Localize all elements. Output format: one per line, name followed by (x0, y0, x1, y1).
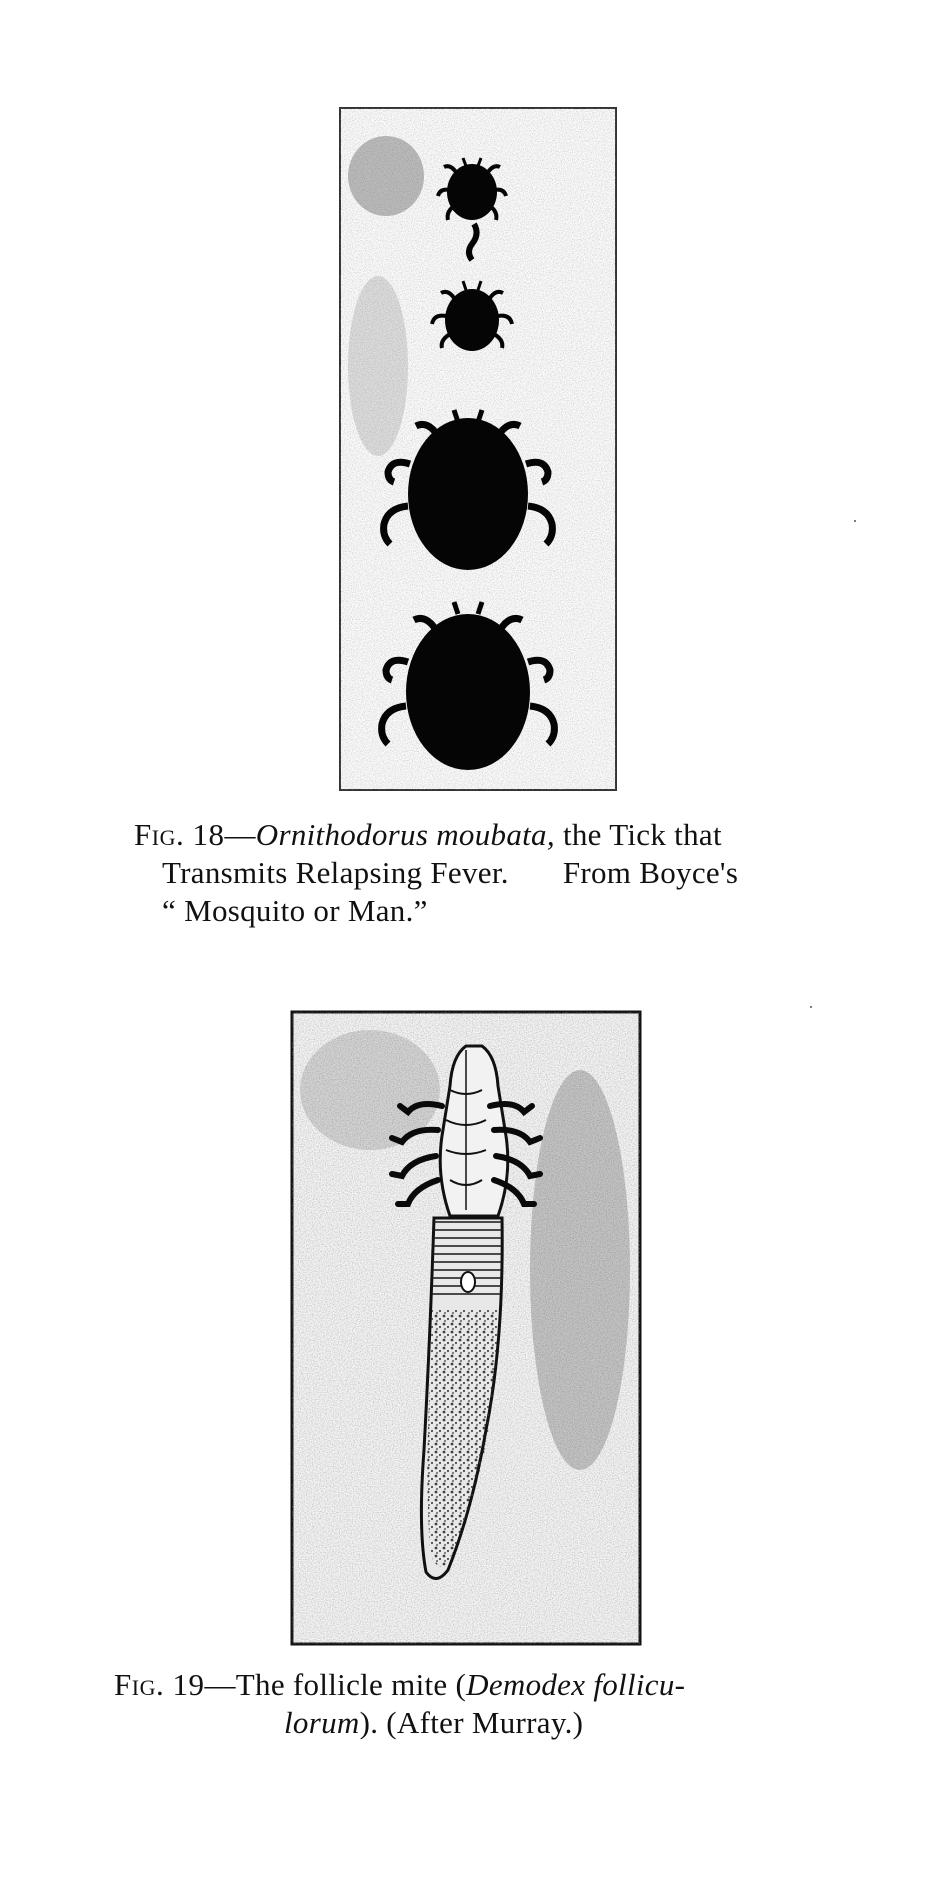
figure-19-caption-line2-rest: ). (After Murray.) (359, 1705, 584, 1740)
figure-19-species-part2: lorum (284, 1705, 360, 1740)
figure-18-caption-line3: “ Mosquito or Man.” (162, 893, 428, 928)
figure-19-species-part1: Demodex follicu- (466, 1667, 686, 1702)
figure-18-caption (134, 816, 834, 930)
stray-mark (854, 520, 856, 522)
figure-18-caption-line2-b: From Boyce's (562, 855, 739, 890)
tick-small-2 (432, 281, 512, 351)
figure-18-caption-line1-rest: the Tick that (562, 817, 722, 852)
figure-19-label: Fig. 19 (114, 1667, 205, 1702)
tick-small-1 (438, 158, 506, 220)
figure-18-caption-line2-a: Transmits Relapsing Fever. (162, 855, 509, 890)
figure-18-dash: — (224, 817, 256, 852)
figure-18-image (338, 106, 618, 792)
figure-19-image (290, 1010, 642, 1646)
stray-mark (810, 1006, 812, 1008)
figure-19-dash: — (204, 1667, 236, 1702)
figure-19-caption (114, 1666, 844, 1742)
figure-18-species: Ornithodorus moubata, (255, 817, 555, 852)
figure-19-caption-line1-a: The follicle mite ( (235, 1667, 467, 1702)
figure-18-label: Fig. 18 (134, 817, 225, 852)
